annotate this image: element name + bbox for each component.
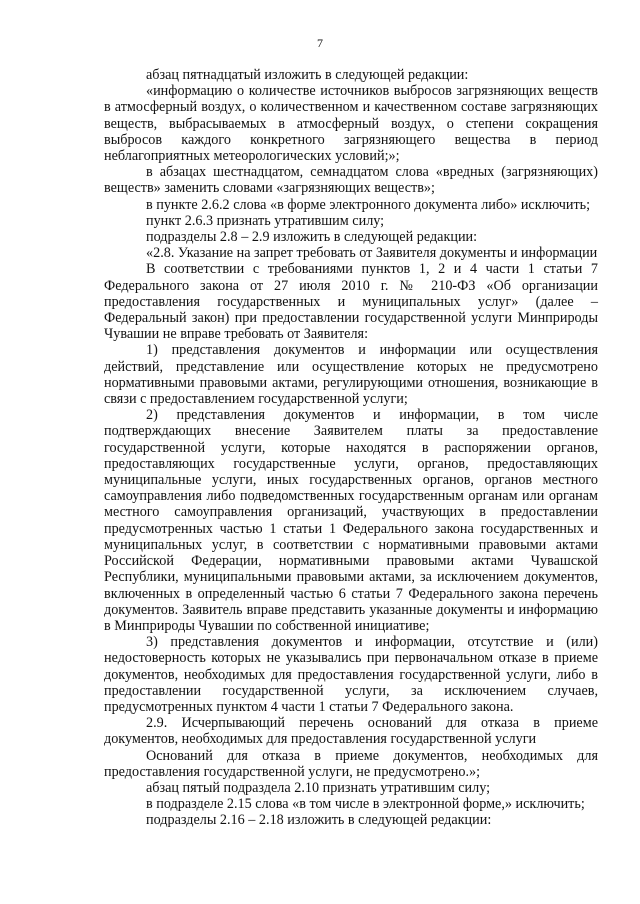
paragraph: в абзацах шестнадцатом, семнадцатом слова «вредных (загрязняющих) веществ» заменить словами «загрязняющих веществ»; xyxy=(104,164,598,197)
paragraph: абзац пятый подраздела 2.10 признать утратившим силу; xyxy=(146,779,491,796)
paragraph: в пункте 2.6.2 слова «в форме электронного документа либо» исключить; xyxy=(146,196,591,213)
paragraph: Оснований для отказа в приеме документов, необходимых для предоставления государственной услуги, не предусмотрено.»; xyxy=(104,747,598,780)
paragraph: подразделы 2.16 – 2.18 изложить в следующей редакции: xyxy=(146,812,492,829)
paragraph: абзац пятнадцатый изложить в следующей редакции: xyxy=(146,67,469,83)
paragraph: В соответствии с требованиями пунктов 1, 2 и 4 части 1 статьи 7 Федерального закона от 27 июля 2010 г. № 210-ФЗ «Об организации предоставления государственных и муниципальных услуг» (далее – Федеральный закон) при предоставлении государственной услуги Минприроды Чувашии не вправе требовать от Заявителя: xyxy=(104,261,598,343)
paragraph: пункт 2.6.3 признать утратившим силу; xyxy=(146,212,385,229)
section-heading: 2.9. Исчерпывающий перечень оснований для отказа в приеме документов, необходимых для предоставления государственной услуги xyxy=(104,715,598,748)
list-item: 2) представления документов и информации, в том числе подтверждающих внесение Заявителем платы за предоставление государственной услуги, которые находятся в распоряжении органов, предоставляющих государственные услуги, органов, предоставляющих муниципальные услуги, иных государственных органов, органов местного самоуправления либо подведомственных государственным органам или органам местного самоуправления организаций, участвующих в предоставлении предусмотренных частью 1 статьи 1 Федерального закона государственных и муниципальных услуг, в соответствии с нормативными правовыми актами Российской Федерации, нормативными правовыми актами Чувашской Республики, муниципальными правовыми актами, за исключением документов, включенных в определенный частью 6 статьи 7 Федерального закона перечень документов. Заявитель вправе представить указанные документы и информацию в Минприроды Чувашии по собственной инициативе; xyxy=(104,407,598,634)
paragraph: «информацию о количестве источников выбросов загрязняющих веществ в атмосферный воздух, о количественном и качественном составе загрязняющих веществ, выбрасываемых в атмосферный воздух, о степени сокращения выбросов каждого конкретного загрязняющего вещества в период неблагоприятных метеорологических условий;»; xyxy=(104,83,598,165)
document-body xyxy=(104,67,598,829)
section-heading: «2.8. Указание на запрет требовать от Заявителя документы и информации xyxy=(146,245,598,262)
list-item: 3) представления документов и информации, отсутствие и (или) недостоверность которых не указывались при первоначальном отказе в приеме документов, необходимых для предоставления государственной услуги, либо в предоставлении государственной услуги, за исключением случаев, предусмотренных пунктом 4 части 1 статьи 7 Федерального закона. xyxy=(104,634,598,715)
page-number: 7 xyxy=(317,36,323,50)
paragraph: подразделы 2.8 – 2.9 изложить в следующей редакции: xyxy=(146,229,478,246)
list-item: 1) представления документов и информации или осуществления действий, представление или осуществление которых не предусмотрено нормативными правовыми актами, регулирующими отношения, возникающие в связи с предоставлением государственной услуги; xyxy=(104,342,598,408)
paragraph: в подразделе 2.15 слова «в том числе в электронной форме,» исключить; xyxy=(146,796,585,813)
